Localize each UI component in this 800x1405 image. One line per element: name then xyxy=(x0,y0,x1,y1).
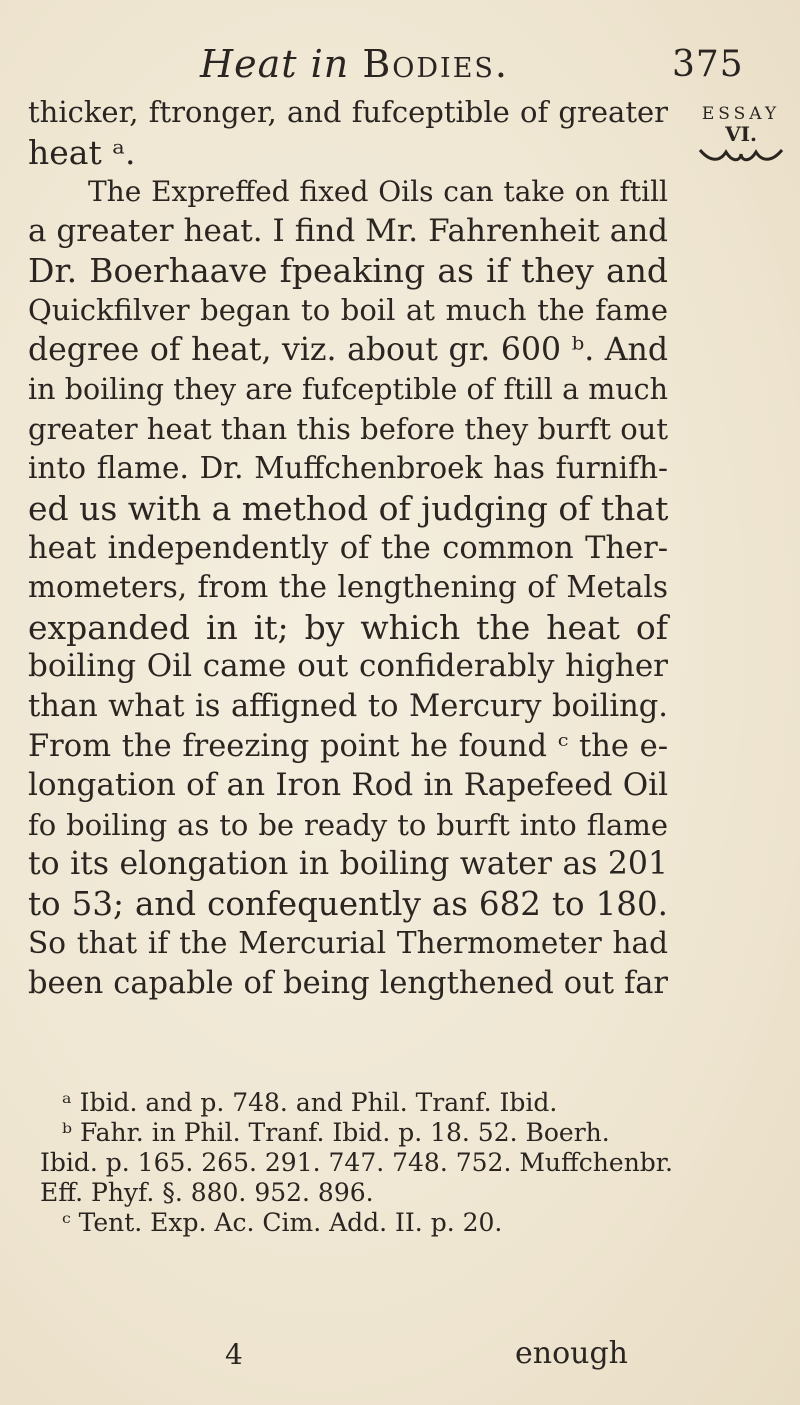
footnotes xyxy=(40,1088,680,1238)
margin-essay-label: ESSAY xyxy=(701,104,781,124)
signature-mark: 4 xyxy=(225,1338,243,1371)
text-line: mometers, from the lengthening of Metals xyxy=(28,570,668,605)
page-number: 375 xyxy=(672,44,744,85)
text-line: than what is affigned to Mercury boiling. xyxy=(28,688,668,724)
text-line: longation of an Iron Rod in Rapefeed Oil xyxy=(28,767,668,804)
body-text xyxy=(28,93,668,1004)
text-line: to 53; and confequently as 682 to 180. xyxy=(28,884,668,923)
running-head xyxy=(0,42,800,92)
text-line: to its elongation in boiling water as 201 xyxy=(28,846,668,883)
running-title-italic: Heat in xyxy=(200,42,363,86)
text-line: The Expreffed fixed Oils can take on ftill xyxy=(88,175,668,209)
text-line: heat ᵃ. xyxy=(28,132,136,172)
text-line: expanded in it; by which the heat of xyxy=(28,607,668,647)
running-title-caps: Bodies. xyxy=(362,42,510,86)
margin-essay-number: VI. xyxy=(725,122,757,146)
text-line: Quickfilver began to boil at much the fame xyxy=(28,292,668,327)
footnote-b-continued: Eff. Phyf. §. 880. 952. 896. xyxy=(40,1178,374,1207)
text-line: boiling Oil came out confiderably higher xyxy=(28,648,668,685)
text-line: a greater heat. I find Mr. Fahrenheit and xyxy=(28,212,668,249)
margin-note xyxy=(686,104,796,164)
text-line: in boiling they are fufceptible of ftill a much xyxy=(28,373,668,407)
text-line: Dr. Boerhaave fpeaking as if they and xyxy=(28,251,668,291)
text-line: greater heat than this before they burft out xyxy=(28,411,668,446)
footnote-c: ᶜ Tent. Exp. Ac. Cim. Add. II. p. 20. xyxy=(62,1208,503,1237)
brace-ornament xyxy=(696,146,786,164)
text-line: been capable of being lengthened out far xyxy=(28,966,668,1002)
text-line: into flame. Dr. Muffchenbroek has furnifh- xyxy=(28,451,668,486)
footnote-b-continued: Ibid. p. 165. 265. 291. 747. 748. 752. Muffchenbr. xyxy=(40,1148,673,1177)
text-line: thicker, ftronger, and fufceptible of greater xyxy=(28,95,668,129)
text-line: So that if the Mercurial Thermometer had xyxy=(28,926,668,961)
running-title xyxy=(200,42,509,86)
text-line: degree of heat, viz. about gr. 600 ᵇ. And xyxy=(28,331,668,368)
catchword: enough xyxy=(515,1336,628,1371)
text-line: ed us with a method of judging of that xyxy=(28,488,669,528)
text-line: heat independently of the common Ther- xyxy=(28,530,668,566)
text-line: From the freezing point he found ᶜ the e- xyxy=(28,728,668,764)
footnote-b: ᵇ Fahr. in Phil. Tranf. Ibid. p. 18. 52. Boerh. xyxy=(62,1118,610,1147)
text-line: fo boiling as to be ready to burft into flame xyxy=(28,807,668,842)
footnote-a: ᵃ Ibid. and p. 748. and Phil. Tranf. Ibid. xyxy=(62,1088,558,1117)
